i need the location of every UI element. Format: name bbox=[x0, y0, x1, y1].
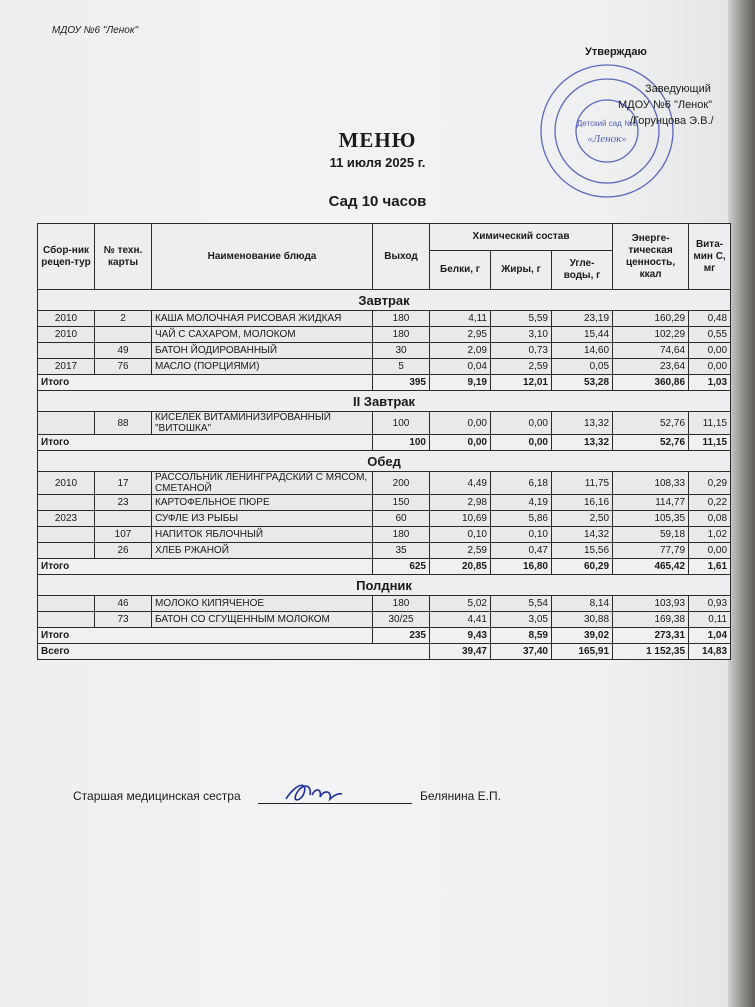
dish-row bbox=[38, 596, 731, 612]
cell-protein: 4,11 bbox=[430, 311, 491, 327]
cell-vitamin: 0,08 bbox=[689, 511, 731, 527]
col-chem-header: Химический состав bbox=[430, 224, 613, 251]
cell-vitamin: 0,00 bbox=[689, 359, 731, 375]
cell-protein: 0,04 bbox=[430, 359, 491, 375]
cell-card: 88 bbox=[95, 412, 152, 435]
grand-total-energy: 1 152,35 bbox=[613, 644, 689, 660]
cell-name: ХЛЕБ РЖАНОЙ bbox=[152, 543, 373, 559]
cell-name: ЧАЙ С САХАРОМ, МОЛОКОМ bbox=[152, 327, 373, 343]
dish-row bbox=[38, 612, 731, 628]
total-carb: 39,02 bbox=[552, 628, 613, 644]
col-card-header: № техн. карты bbox=[95, 224, 152, 290]
grand-total-label: Всего bbox=[38, 644, 430, 660]
section-header-row bbox=[38, 391, 731, 412]
cell-vitamin: 0,22 bbox=[689, 495, 731, 511]
cell-name: КИСЕЛЕК ВИТАМИНИЗИРОВАННЫЙ "ВИТОШКА" bbox=[152, 412, 373, 435]
cell-energy: 77,79 bbox=[613, 543, 689, 559]
cell-output: 30/25 bbox=[373, 612, 430, 628]
cell-fat: 5,86 bbox=[491, 511, 552, 527]
dish-row bbox=[38, 472, 731, 495]
cell-output: 35 bbox=[373, 543, 430, 559]
total-vitamin: 11,15 bbox=[689, 435, 731, 451]
handwritten-signature bbox=[282, 777, 344, 807]
total-vitamin: 1,04 bbox=[689, 628, 731, 644]
cell-collection bbox=[38, 543, 95, 559]
dish-row bbox=[38, 359, 731, 375]
total-label: Итого bbox=[38, 375, 373, 391]
menu-table bbox=[37, 223, 731, 660]
cell-output: 180 bbox=[373, 527, 430, 543]
cell-output: 5 bbox=[373, 359, 430, 375]
total-fat: 16,80 bbox=[491, 559, 552, 575]
section-title: Завтрак bbox=[38, 290, 731, 311]
document-title: МЕНЮ bbox=[338, 128, 417, 152]
dish-row bbox=[38, 495, 731, 511]
cell-vitamin: 0,93 bbox=[689, 596, 731, 612]
approval-position: Заведующий bbox=[645, 83, 711, 95]
section-total-row bbox=[38, 628, 731, 644]
cell-card bbox=[95, 327, 152, 343]
total-output: 100 bbox=[373, 435, 430, 451]
cell-carb: 23,19 bbox=[552, 311, 613, 327]
approval-title: Утверждаю bbox=[585, 46, 647, 58]
cell-carb: 30,88 bbox=[552, 612, 613, 628]
cell-output: 150 bbox=[373, 495, 430, 511]
signature-role: Старшая медицинская сестра bbox=[73, 789, 241, 803]
cell-carb: 14,60 bbox=[552, 343, 613, 359]
cell-vitamin: 0,29 bbox=[689, 472, 731, 495]
cell-energy: 23,64 bbox=[613, 359, 689, 375]
cell-fat: 5,59 bbox=[491, 311, 552, 327]
cell-vitamin: 0,00 bbox=[689, 543, 731, 559]
col-fat-header: Жиры, г bbox=[491, 251, 552, 290]
cell-protein: 0,10 bbox=[430, 527, 491, 543]
cell-output: 100 bbox=[373, 412, 430, 435]
total-protein: 0,00 bbox=[430, 435, 491, 451]
svg-text:«Ленок»: «Ленок» bbox=[587, 133, 627, 145]
section-total-row bbox=[38, 375, 731, 391]
total-energy: 52,76 bbox=[613, 435, 689, 451]
grand-total-vitamin: 14,83 bbox=[689, 644, 731, 660]
cell-energy: 169,38 bbox=[613, 612, 689, 628]
svg-text:Детский сад №6: Детский сад №6 bbox=[576, 119, 638, 128]
cell-card: 107 bbox=[95, 527, 152, 543]
cell-protein: 10,69 bbox=[430, 511, 491, 527]
cell-carb: 8,14 bbox=[552, 596, 613, 612]
cell-fat: 3,05 bbox=[491, 612, 552, 628]
cell-name: МОЛОКО КИПЯЧЕНОЕ bbox=[152, 596, 373, 612]
cell-collection bbox=[38, 343, 95, 359]
cell-card: 76 bbox=[95, 359, 152, 375]
cell-carb: 16,16 bbox=[552, 495, 613, 511]
cell-carb: 2,50 bbox=[552, 511, 613, 527]
section-total-row bbox=[38, 435, 731, 451]
cell-vitamin: 0,11 bbox=[689, 612, 731, 628]
cell-energy: 103,93 bbox=[613, 596, 689, 612]
cell-carb: 11,75 bbox=[552, 472, 613, 495]
cell-collection: 2010 bbox=[38, 311, 95, 327]
cell-name: МАСЛО (ПОРЦИЯМИ) bbox=[152, 359, 373, 375]
cell-fat: 3,10 bbox=[491, 327, 552, 343]
total-carb: 53,28 bbox=[552, 375, 613, 391]
total-protein: 20,85 bbox=[430, 559, 491, 575]
cell-output: 180 bbox=[373, 327, 430, 343]
cell-output: 180 bbox=[373, 311, 430, 327]
cell-carb: 15,44 bbox=[552, 327, 613, 343]
total-fat: 8,59 bbox=[491, 628, 552, 644]
cell-card: 23 bbox=[95, 495, 152, 511]
cell-collection: 2023 bbox=[38, 511, 95, 527]
cell-collection bbox=[38, 495, 95, 511]
cell-card: 49 bbox=[95, 343, 152, 359]
cell-protein: 2,95 bbox=[430, 327, 491, 343]
dish-row bbox=[38, 543, 731, 559]
cell-carb: 13,32 bbox=[552, 412, 613, 435]
total-vitamin: 1,61 bbox=[689, 559, 731, 575]
cell-fat: 5,54 bbox=[491, 596, 552, 612]
cell-card bbox=[95, 511, 152, 527]
document-date: 11 июля 2025 г. bbox=[329, 155, 426, 170]
cell-name: КАША МОЛОЧНАЯ РИСОВАЯ ЖИДКАЯ bbox=[152, 311, 373, 327]
cell-energy: 52,76 bbox=[613, 412, 689, 435]
total-fat: 0,00 bbox=[491, 435, 552, 451]
cell-protein: 2,59 bbox=[430, 543, 491, 559]
cell-collection bbox=[38, 612, 95, 628]
cell-collection bbox=[38, 527, 95, 543]
total-output: 235 bbox=[373, 628, 430, 644]
cell-collection: 2010 bbox=[38, 472, 95, 495]
total-energy: 273,31 bbox=[613, 628, 689, 644]
cell-fat: 2,59 bbox=[491, 359, 552, 375]
cell-collection: 2017 bbox=[38, 359, 95, 375]
section-header-row bbox=[38, 451, 731, 472]
section-title: Обед bbox=[38, 451, 731, 472]
cell-output: 30 bbox=[373, 343, 430, 359]
approval-person: /Горунцова Э.В./ bbox=[630, 115, 714, 127]
total-output: 395 bbox=[373, 375, 430, 391]
section-title: Полдник bbox=[38, 575, 731, 596]
cell-carb: 0,05 bbox=[552, 359, 613, 375]
col-collection-header: Сбор-ник рецеп-тур bbox=[38, 224, 95, 290]
cell-vitamin: 11,15 bbox=[689, 412, 731, 435]
total-label: Итого bbox=[38, 435, 373, 451]
cell-energy: 102,29 bbox=[613, 327, 689, 343]
cell-fat: 0,10 bbox=[491, 527, 552, 543]
cell-energy: 114,77 bbox=[613, 495, 689, 511]
cell-name: НАПИТОК ЯБЛОЧНЫЙ bbox=[152, 527, 373, 543]
cell-name: БАТОН ЙОДИРОВАННЫЙ bbox=[152, 343, 373, 359]
section-total-row bbox=[38, 559, 731, 575]
document-subtitle: Сад 10 часов bbox=[328, 193, 427, 210]
col-energy-header: Энерге-тическая ценность, ккал bbox=[613, 224, 689, 290]
cell-output: 60 bbox=[373, 511, 430, 527]
cell-fat: 0,00 bbox=[491, 412, 552, 435]
cell-fat: 0,73 bbox=[491, 343, 552, 359]
cell-card: 17 bbox=[95, 472, 152, 495]
cell-collection: 2010 bbox=[38, 327, 95, 343]
dish-row bbox=[38, 412, 731, 435]
grand-total-carb: 165,91 bbox=[552, 644, 613, 660]
section-header-row bbox=[38, 575, 731, 596]
grand-total-protein: 39,47 bbox=[430, 644, 491, 660]
cell-carb: 14,32 bbox=[552, 527, 613, 543]
cell-energy: 108,33 bbox=[613, 472, 689, 495]
dish-row bbox=[38, 343, 731, 359]
cell-vitamin: 0,00 bbox=[689, 343, 731, 359]
cell-protein: 2,09 bbox=[430, 343, 491, 359]
cell-card: 73 bbox=[95, 612, 152, 628]
cell-collection bbox=[38, 412, 95, 435]
cell-energy: 105,35 bbox=[613, 511, 689, 527]
signature-name: Белянина Е.П. bbox=[420, 789, 501, 803]
total-fat: 12,01 bbox=[491, 375, 552, 391]
approval-organization: МДОУ №6 "Ленок" bbox=[618, 99, 713, 111]
total-energy: 465,42 bbox=[613, 559, 689, 575]
grand-total-row bbox=[38, 644, 731, 660]
cell-carb: 15,56 bbox=[552, 543, 613, 559]
grand-total-fat: 37,40 bbox=[491, 644, 552, 660]
total-output: 625 bbox=[373, 559, 430, 575]
cell-vitamin: 0,55 bbox=[689, 327, 731, 343]
total-vitamin: 1,03 bbox=[689, 375, 731, 391]
col-name-header: Наименование блюда bbox=[152, 224, 373, 290]
cell-output: 180 bbox=[373, 596, 430, 612]
header-row bbox=[38, 224, 731, 251]
cell-energy: 74,64 bbox=[613, 343, 689, 359]
col-vitamin-header: Вита-мин С, мг bbox=[689, 224, 731, 290]
total-protein: 9,19 bbox=[430, 375, 491, 391]
cell-fat: 6,18 bbox=[491, 472, 552, 495]
cell-name: РАССОЛЬНИК ЛЕНИНГРАДСКИЙ С МЯСОМ, СМЕТАНОЙ bbox=[152, 472, 373, 495]
col-protein-header: Белки, г bbox=[430, 251, 491, 290]
dish-row bbox=[38, 311, 731, 327]
col-output-header: Выход bbox=[373, 224, 430, 290]
menu-table-body bbox=[38, 290, 731, 660]
cell-fat: 0,47 bbox=[491, 543, 552, 559]
cell-name: БАТОН СО СГУЩЕННЫМ МОЛОКОМ bbox=[152, 612, 373, 628]
cell-energy: 160,29 bbox=[613, 311, 689, 327]
section-header-row bbox=[38, 290, 731, 311]
dish-row bbox=[38, 527, 731, 543]
organization-name: МДОУ №6 "Ленок" bbox=[52, 25, 139, 36]
cell-protein: 2,98 bbox=[430, 495, 491, 511]
cell-collection bbox=[38, 596, 95, 612]
total-carb: 60,29 bbox=[552, 559, 613, 575]
dish-row bbox=[38, 511, 731, 527]
cell-output: 200 bbox=[373, 472, 430, 495]
col-carb-header: Угле-воды, г bbox=[552, 251, 613, 290]
cell-card: 46 bbox=[95, 596, 152, 612]
cell-name: КАРТОФЕЛЬНОЕ ПЮРЕ bbox=[152, 495, 373, 511]
total-label: Итого bbox=[38, 628, 373, 644]
cell-card: 26 bbox=[95, 543, 152, 559]
section-title: II Завтрак bbox=[38, 391, 731, 412]
total-label: Итого bbox=[38, 559, 373, 575]
total-carb: 13,32 bbox=[552, 435, 613, 451]
dish-row bbox=[38, 327, 731, 343]
cell-protein: 4,49 bbox=[430, 472, 491, 495]
cell-vitamin: 1,02 bbox=[689, 527, 731, 543]
total-protein: 9,43 bbox=[430, 628, 491, 644]
cell-fat: 4,19 bbox=[491, 495, 552, 511]
total-energy: 360,86 bbox=[613, 375, 689, 391]
cell-vitamin: 0,48 bbox=[689, 311, 731, 327]
cell-card: 2 bbox=[95, 311, 152, 327]
cell-protein: 5,02 bbox=[430, 596, 491, 612]
cell-protein: 0,00 bbox=[430, 412, 491, 435]
cell-protein: 4,41 bbox=[430, 612, 491, 628]
cell-energy: 59,18 bbox=[613, 527, 689, 543]
cell-name: СУФЛЕ ИЗ РЫБЫ bbox=[152, 511, 373, 527]
